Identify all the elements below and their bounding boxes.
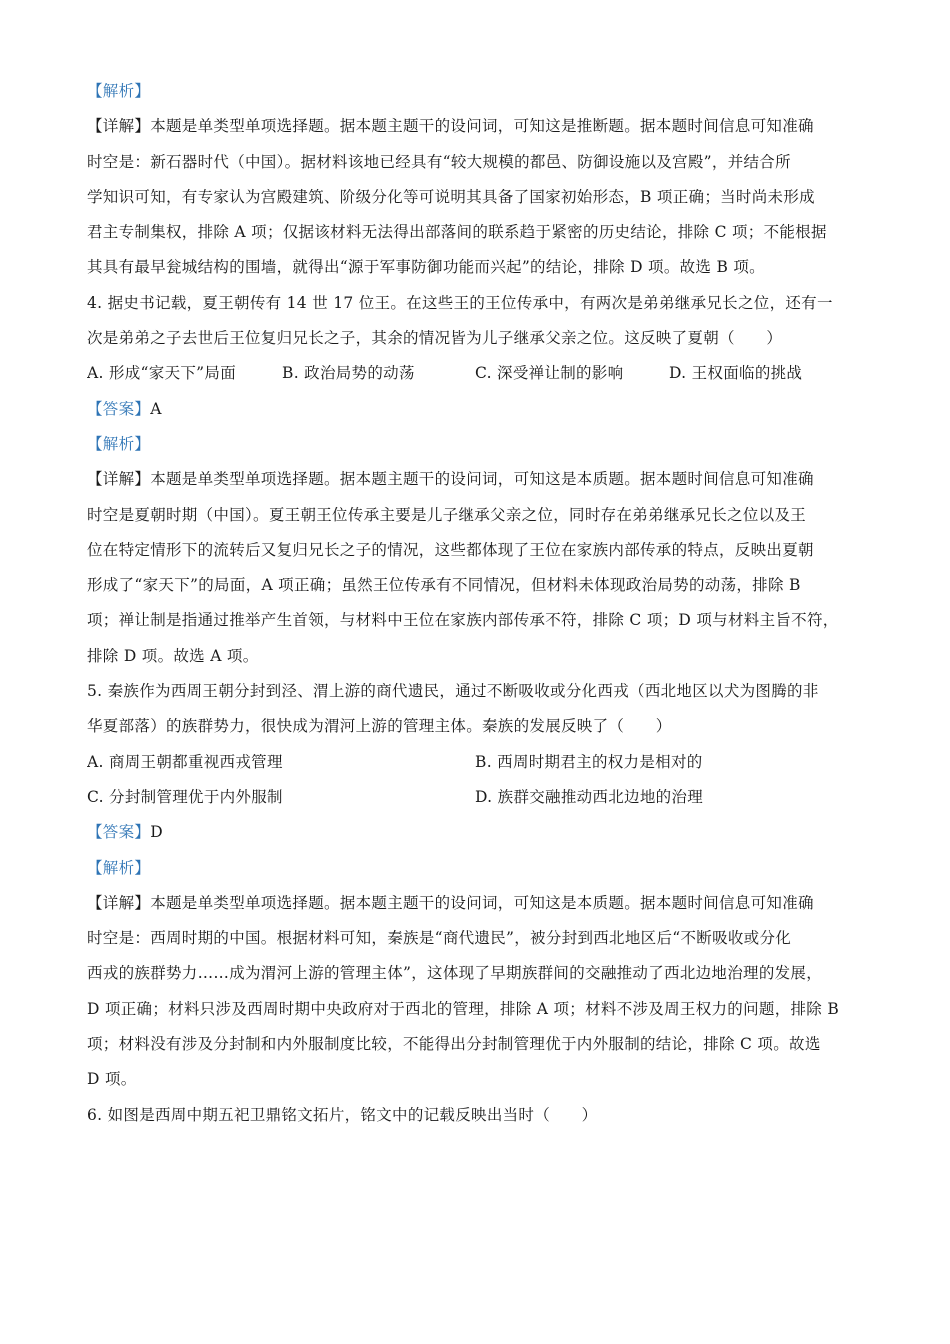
q5-answer-value: D [150,823,163,842]
q5-detail-line: D 项正确；材料只涉及西周时期中央政府对于西北的管理，排除 A 项；材料不涉及周王权力的问题，排除 B [87,999,840,1018]
q4-answer-line [87,392,872,427]
q4-detail-line: 位在特定情形下的流转后又复归兄长之子的情况，这些都体现了王位在家族内部传承的特点，反映出夏朝 [87,540,814,559]
q4-detail-line: 形成了“家天下”的局面，A 项正确；虽然王位传承有不同情况，但材料未体现政治局势的动荡，排除 B [87,576,801,595]
q4-stem-line: 次是弟弟之子去世后王位复归兄长之子，其余的情况皆为儿子继承父亲之位。这反映了夏朝（ ） [87,329,783,348]
q3-detail-line: 时空是：新石器时代（中国）。据材料该地已经具有“较大规模的都邑、防御设施以及宫殿”，并结合所 [87,152,791,171]
q5-option-c: C. 分封制管理优于内外服制 [87,787,283,806]
q5-detail-line: 时空是：西周时期的中国。根据材料可知，秦族是“商代遗民”，被分封到西北地区后“不断吸收或分化 [87,929,792,948]
q4-detail-line: 项；禅让制是指通过推举产生首领，与材料中王位在家族内部传承不符，排除 C 项；D 项与材料主旨不符， [87,611,839,630]
q5-option-a: A. 商周王朝都重视西戎管理 [87,752,283,771]
q5-detail-line: 西戎的族群势力……成为渭河上游的管理主体”，这体现了早期族群间的交融推动了西北边地治理的发展， [87,964,823,983]
q4-options [87,356,872,391]
q5-options-row-1 [87,745,872,780]
q3-analysis-label: 【解析】 [87,82,151,100]
q6-stem-line: 6. 如图是西周中期五祀卫鼎铭文拓片，铭文中的记载反映出当时（ ） [87,1105,598,1124]
q4-option-b: B. 政治局势的动荡 [282,364,415,383]
document-page [87,74,872,1133]
q4-stem-line: 4. 据史书记载，夏王朝传有 14 世 17 位王。在这些王的王位传承中，有两次是弟弟继承兄长之位，还有一 [87,293,833,312]
q4-detail-line: 时空是夏朝时期（中国）。夏王朝王位传承主要是儿子继承父亲之位，同时存在弟弟继承兄长之位以及王 [87,505,807,524]
q5-answer-line [87,815,872,850]
q5-detail-line: 【详解】本题是单类型单项选择题。据本题主题干的设问词，可知这是本质题。据本题时间信息可知准确 [87,893,814,912]
q5-option-d: D. 族群交融推动西北边地的治理 [475,787,704,806]
q5-stem-line: 5. 秦族作为西周王朝分封到泾、渭上游的商代遗民，通过不断吸收或分化西戎（西北地区以犬为图腾的非 [87,682,819,701]
q3-detail-line: 【详解】本题是单类型单项选择题。据本题主题干的设问词，可知这是推断题。据本题时间信息可知准确 [87,117,814,136]
q5-answer-label: 【答案】 [87,823,151,842]
q4-option-c: C. 深受禅让制的影响 [475,364,624,383]
q4-option-d: D. 王权面临的挑战 [669,364,803,383]
q3-detail-line: 君主专制集权，排除 A 项；仅据该材料无法得出部落间的联系趋于紧密的历史结论，排除 C 项；不能根据 [87,223,827,242]
q5-analysis-label: 【解析】 [87,858,151,877]
q3-detail-line: 学知识可知，有专家认为宫殿建筑、阶级分化等可说明其具备了国家初始形态，B 项正确；当时尚未形成 [87,187,815,206]
q4-option-a: A. 形成“家天下”局面 [87,364,236,383]
q4-analysis-label: 【解析】 [87,434,151,453]
q5-detail-line: D 项。 [87,1070,137,1089]
q4-answer-label: 【答案】 [87,399,151,418]
q5-options-row-2 [87,780,872,815]
q5-option-b: B. 西周时期君主的权力是相对的 [475,752,703,771]
q4-detail-line: 排除 D 项。故选 A 项。 [87,646,259,665]
q3-detail-line: 其具有最早瓮城结构的围墙，就得出“源于军事防御功能而兴起”的结论，排除 D 项。故选 B 项。 [87,258,765,277]
q4-detail-line: 【详解】本题是单类型单项选择题。据本题主题干的设问词，可知这是本质题。据本题时间信息可知准确 [87,470,814,489]
q5-detail-line: 项；材料没有涉及分封制和内外服制度比较，不能得出分封制管理优于内外服制的结论，排除 C 项。故选 [87,1035,821,1054]
q4-answer-value: A [150,399,162,418]
q5-stem-line: 华夏部落）的族群势力，很快成为渭河上游的管理主体。秦族的发展反映了（ ） [87,717,672,736]
